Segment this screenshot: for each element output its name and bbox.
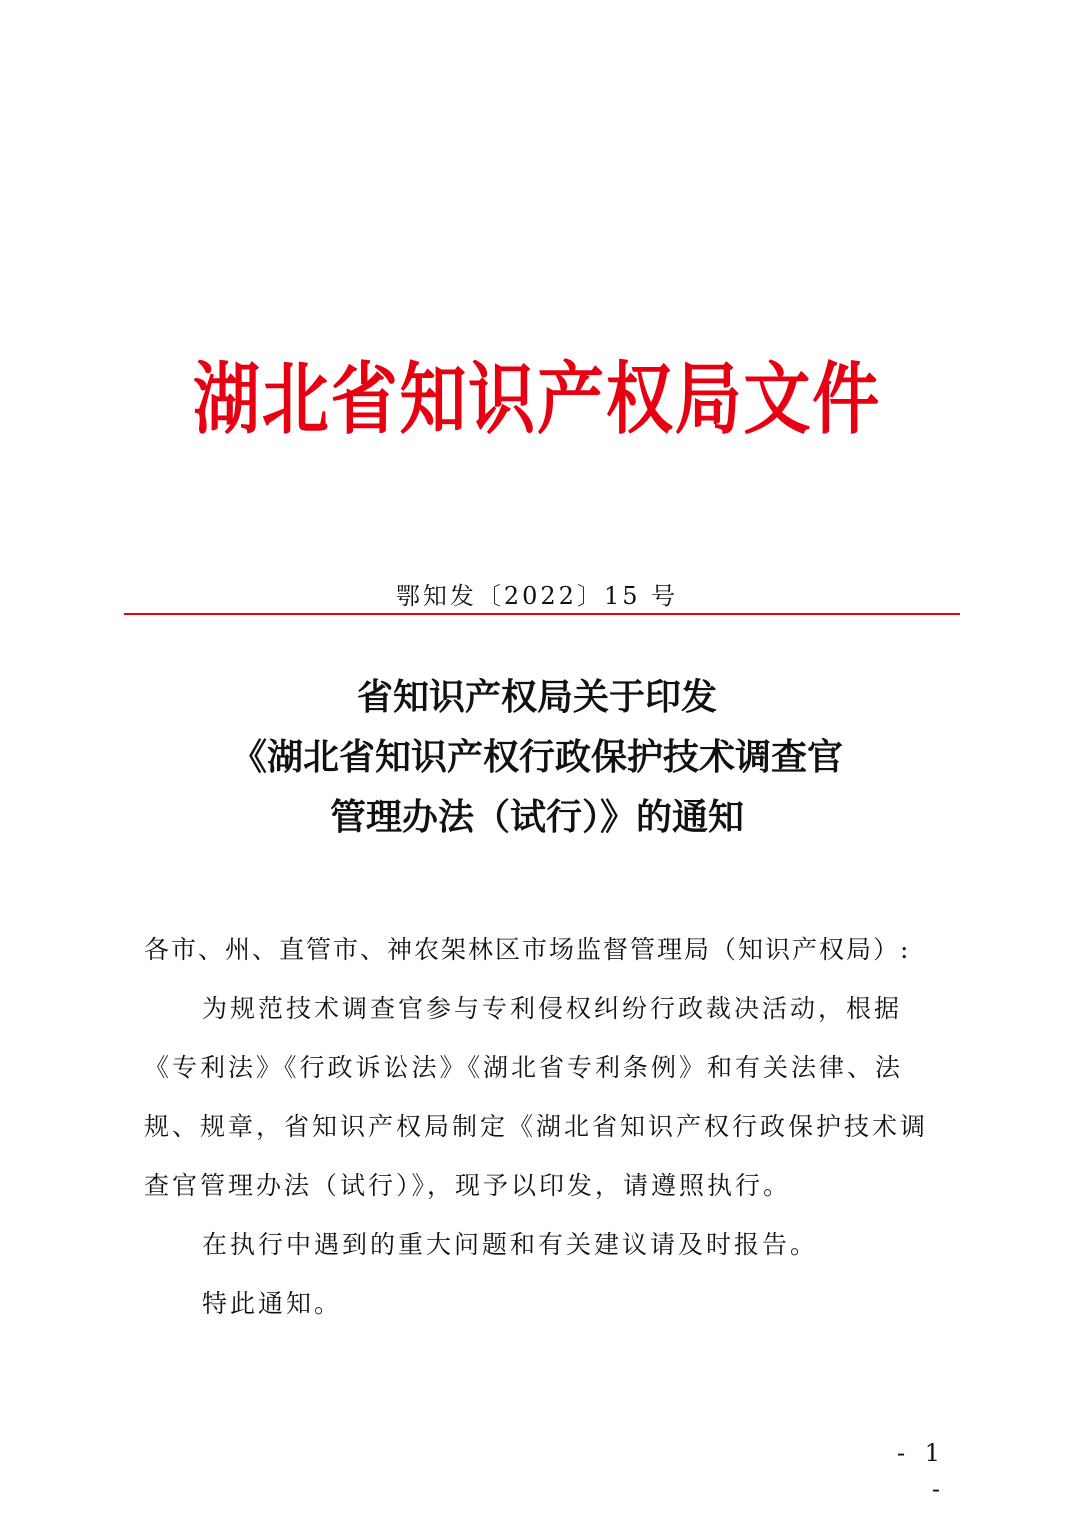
title-line-2: 《湖北省知识产权行政保护技术调查官 <box>230 737 843 778</box>
document-body <box>144 920 944 1333</box>
body-paragraph-3: 特此通知。 <box>202 1289 343 1318</box>
page-number: - 1 - <box>896 1439 946 1503</box>
red-divider-line <box>124 613 960 615</box>
addressee-line: 各市、州、直管市、神农架林区市场监督管理局（知识产权局）: <box>144 935 911 964</box>
document-number: 鄂知发〔2022〕15 号 <box>395 582 679 610</box>
body-paragraph-1: 为规范技术调查官参与专利侵权纠纷行政裁决活动，根据《专利法》《行政诉讼法》《湖北省专利条例》和有关法律、法规、规章，省知识产权局制定《湖北省知识产权行政保护技术调查官管理办法（试行）》，现予以印发，请遵照执行。 <box>144 994 929 1200</box>
title-line-1: 省知识产权局关于印发 <box>356 677 717 718</box>
body-paragraph-2: 在执行中遇到的重大问题和有关建议请及时报告。 <box>202 1230 819 1259</box>
document-masthead: 湖北省知识产权局文件 <box>192 355 881 445</box>
title-line-3: 管理办法（试行）》的通知 <box>329 797 744 838</box>
document-title <box>0 668 1074 848</box>
